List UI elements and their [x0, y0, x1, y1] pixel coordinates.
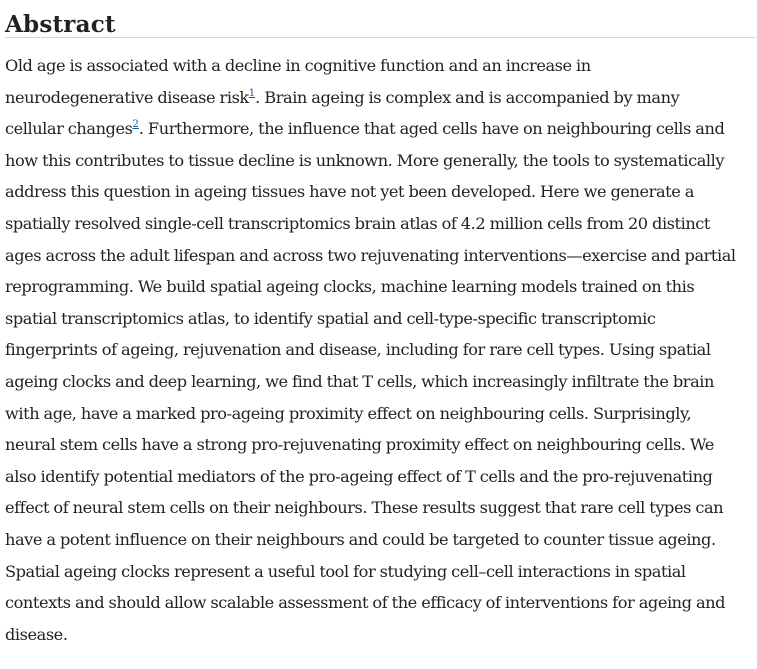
abstract-text: contexts and should allow scalable assessment of the efficacy of interventions for ageing and	[5, 593, 726, 613]
abstract-paragraph	[5, 38, 756, 650]
abstract-line	[5, 429, 756, 461]
abstract-line	[5, 271, 756, 303]
abstract-text: spatial transcriptomics atlas, to identify spatial and cell-type-specific transcriptomic	[5, 308, 656, 328]
abstract-line	[5, 587, 756, 619]
abstract-text: ages across the adult lifespan and across two rejuvenating interventions—exercise and partial	[5, 245, 736, 265]
abstract-line	[5, 82, 756, 114]
abstract-section	[5, 0, 756, 650]
abstract-text: effect of neural stem cells on their neighbours. These results suggest that rare cell types can	[5, 498, 724, 518]
abstract-text: disease.	[5, 624, 68, 644]
abstract-line	[5, 208, 756, 240]
abstract-text: neural stem cells have a strong pro-rejuvenating proximity effect on neighbouring cells. We	[5, 435, 714, 455]
abstract-text: reprogramming. We build spatial ageing clocks, machine learning models trained on this	[5, 277, 695, 297]
abstract-line	[5, 492, 756, 524]
abstract-line	[5, 176, 756, 208]
abstract-text: fingerprints of ageing, rejuvenation and disease, including for rare cell types. Using spatial	[5, 340, 711, 360]
abstract-line	[5, 50, 756, 82]
abstract-text: . Furthermore, the influence that aged cells have on neighbouring cells and	[138, 119, 725, 139]
citation-link[interactable]: 2	[132, 119, 139, 131]
abstract-text: also identify potential mediators of the pro-ageing effect of T cells and the pro-rejuvenating	[5, 466, 713, 486]
abstract-text: ageing clocks and deep learning, we find that T cells, which increasingly infiltrate the brain	[5, 371, 714, 391]
abstract-line	[5, 556, 756, 588]
abstract-text: Old age is associated with a decline in cognitive function and an increase in	[5, 56, 591, 75]
abstract-line	[5, 113, 756, 145]
abstract-line	[5, 334, 756, 366]
abstract-text: have a potent influence on their neighbours and could be targeted to counter tissue ageing.	[5, 529, 716, 549]
abstract-text: Spatial ageing clocks represent a useful tool for studying cell–cell interactions in spatial	[5, 561, 686, 581]
abstract-text: with age, have a marked pro-ageing proximity effect on neighbouring cells. Surprisingly,	[5, 403, 692, 423]
abstract-text: neurodegenerative disease risk	[5, 87, 249, 107]
abstract-text: spatially resolved single-cell transcriptomics brain atlas of 4.2 million cells from 20 distinct	[5, 213, 710, 233]
abstract-line	[5, 398, 756, 430]
abstract-line	[5, 619, 756, 651]
abstract-text: . Brain ageing is complex and is accompanied by many	[255, 87, 680, 107]
abstract-text: how this contributes to tissue decline is unknown. More generally, the tools to systematically	[5, 150, 725, 170]
abstract-text: cellular changes	[5, 119, 133, 139]
citation-link[interactable]: 1	[248, 87, 256, 99]
abstract-line	[5, 240, 756, 272]
abstract-line	[5, 524, 756, 556]
abstract-heading: Abstract	[5, 11, 116, 38]
abstract-line	[5, 366, 756, 398]
abstract-line	[5, 303, 756, 335]
abstract-line	[5, 461, 756, 493]
abstract-line	[5, 145, 756, 177]
abstract-text: address this question in ageing tissues have not yet been developed. Here we generate a	[5, 182, 694, 202]
